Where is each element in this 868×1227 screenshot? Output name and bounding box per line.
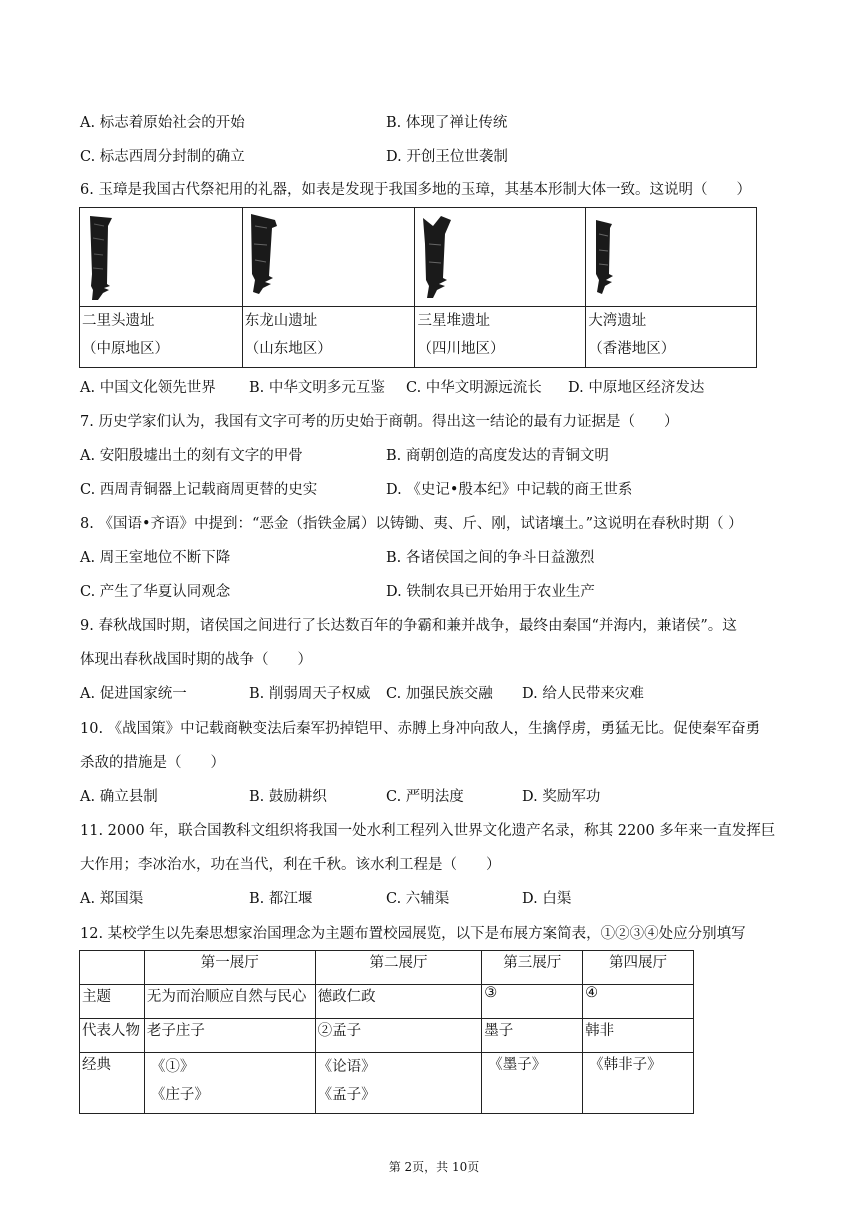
table-cell [482, 1053, 583, 1114]
q11-stem-line1: 11. 2000 年，联合国教科文组织将我国一处水利工程列入世界文化遗产名录，称其 2200 多年来一直发挥巨 [80, 823, 776, 839]
q9-option-c[interactable]: C. 加强民族交融 [386, 686, 493, 702]
q8-option-b[interactable]: B. 各诸侯国之间的争斗日益激烈 [386, 550, 595, 566]
q10-option-b[interactable]: B. 鼓励耕织 [249, 789, 327, 805]
table-cell [583, 1053, 694, 1114]
q7-option-d[interactable]: D. 《史记•殷本纪》中记载的商王世系 [386, 482, 633, 498]
q10-stem-line1: 10. 《战国策》中记载商鞅变法后秦军扔掉铠甲、赤膊上身冲向敌人，生擒俘虏，勇猛无比。促使秦军奋勇 [80, 721, 761, 737]
q11-stem-line2: 大作用；李冰治水，功在当代，利在千秋。该水利工程是（ ） [80, 857, 501, 873]
site-region: （四川地区） [417, 341, 505, 357]
table-cell: 韩非 [583, 1019, 694, 1053]
q6-stem: 6. 玉璋是我国古代祭祀用的礼器，如表是发现于我国多地的玉璋，其基本形制大体一致。这说明（ ） [80, 182, 751, 198]
q10-option-d[interactable]: D. 奖励军功 [522, 789, 601, 805]
classic-text: 《韩非子》 [589, 1057, 662, 1073]
page-footer: 第 2页，共 10页 [388, 1160, 480, 1174]
q8-option-c[interactable]: C. 产生了华夏认同观念 [80, 584, 231, 600]
site-region: （山东地区） [244, 341, 332, 357]
site-cell [242, 307, 415, 368]
q10-stem-line2: 杀敌的措施是（ ） [80, 755, 225, 771]
table-cell: 德政仁政 [315, 985, 482, 1019]
q12-stem: 12. 某校学生以先秦思想家治国理念为主题布置校园展览，以下是布展方案简表，①②③④处应分别填写 [80, 926, 746, 942]
site-region: （中原地区） [82, 341, 169, 357]
classic-text: 《墨子》 [488, 1057, 547, 1073]
site-region: （香港地区） [588, 341, 676, 357]
table-header [80, 951, 145, 985]
q6-option-b[interactable]: B. 中华文明多元互鉴 [249, 380, 385, 396]
jade-image-cell [242, 208, 415, 307]
q11-option-a[interactable]: A. 郑国渠 [80, 891, 144, 907]
q6-jade-table [79, 207, 757, 368]
table-cell: 经典 [80, 1053, 145, 1114]
q7-option-b[interactable]: B. 商朝创造的高度发达的青铜文明 [386, 448, 609, 464]
jade-zhang-icon [245, 214, 305, 300]
table-cell: ④ [583, 985, 694, 1019]
q6-option-a[interactable]: A. 中国文化领先世界 [80, 380, 216, 396]
q9-option-b[interactable]: B. 削弱周天子权威 [249, 686, 371, 702]
site-name: 二里头遗址 [82, 313, 155, 329]
jade-zhang-icon [417, 214, 477, 300]
table-cell: ②孟子 [315, 1019, 482, 1053]
jade-image-cell [586, 208, 757, 307]
site-cell [415, 307, 586, 368]
table-cell: 无为而治顺应自然与民心 [144, 985, 315, 1019]
table-header: 第一展厅 [144, 951, 315, 985]
q6-option-d[interactable]: D. 中原地区经济发达 [568, 380, 705, 396]
classic-text: 《孟子》 [317, 1087, 376, 1103]
q9-option-a[interactable]: A. 促进国家统一 [80, 686, 187, 702]
site-cell [586, 307, 757, 368]
jade-image-cell [80, 208, 243, 307]
site-cell [80, 307, 243, 368]
q8-stem: 8. 《国语•齐语》中提到：“恶金（指铁金属）以铸锄、夷、斤、刚，试诸壤土。”这说明在春秋时期（ ） [80, 516, 743, 532]
table-cell [144, 1053, 315, 1114]
q9-stem-line2: 体现出春秋战国时期的战争（ ） [80, 652, 312, 668]
site-name: 三星堆遗址 [417, 313, 490, 329]
jade-zhang-icon [588, 214, 648, 300]
table-cell: 主题 [80, 985, 145, 1019]
table-header: 第二展厅 [315, 951, 482, 985]
q12-exhibition-table [79, 950, 694, 1114]
table-cell: 老子庄子 [144, 1019, 315, 1053]
table-cell [315, 1053, 482, 1114]
jade-image-cell [415, 208, 586, 307]
q10-option-c[interactable]: C. 严明法度 [386, 789, 464, 805]
classic-text: 《①》 [150, 1059, 195, 1075]
q10-option-a[interactable]: A. 确立县制 [80, 789, 158, 805]
classic-text: 《庄子》 [150, 1087, 209, 1103]
q5-option-a[interactable]: A. 标志着原始社会的开始 [80, 115, 245, 131]
table-cell: ③ [482, 985, 583, 1019]
q8-option-d[interactable]: D. 铁制农具已开始用于农业生产 [386, 584, 595, 600]
q5-option-b[interactable]: B. 体现了禅让传统 [386, 115, 508, 131]
site-name: 东龙山遗址 [244, 313, 318, 329]
q9-stem-line1: 9. 春秋战国时期，诸侯国之间进行了长达数百年的争霸和兼并战争，最终由秦国“并海内，兼诸侯”。这 [80, 618, 737, 634]
q7-option-a[interactable]: A. 安阳殷墟出土的刻有文字的甲骨 [80, 448, 303, 464]
site-name: 大湾遗址 [588, 313, 647, 329]
q11-option-c[interactable]: C. 六辅渠 [386, 891, 450, 907]
q7-stem: 7. 历史学家们认为，我国有文字可考的历史始于商朝。得出这一结论的最有力证据是（ ） [80, 414, 679, 430]
table-header: 第四展厅 [583, 951, 694, 985]
q8-option-a[interactable]: A. 周王室地位不断下降 [80, 550, 231, 566]
classic-text: 《论语》 [317, 1059, 376, 1075]
q6-option-c[interactable]: C. 中华文明源远流长 [406, 380, 542, 396]
jade-zhang-icon [82, 214, 142, 300]
q11-option-d[interactable]: D. 白渠 [522, 891, 572, 907]
table-header: 第三展厅 [482, 951, 583, 985]
table-cell: 代表人物 [80, 1019, 145, 1053]
table-cell: 墨子 [482, 1019, 583, 1053]
q5-option-d[interactable]: D. 开创王位世袭制 [386, 149, 508, 165]
q7-option-c[interactable]: C. 西周青铜器上记载商周更替的史实 [80, 482, 318, 498]
q9-option-d[interactable]: D. 给人民带来灾难 [522, 686, 644, 702]
q5-option-c[interactable]: C. 标志西周分封制的确立 [80, 149, 245, 165]
q11-option-b[interactable]: B. 都江堰 [249, 891, 313, 907]
